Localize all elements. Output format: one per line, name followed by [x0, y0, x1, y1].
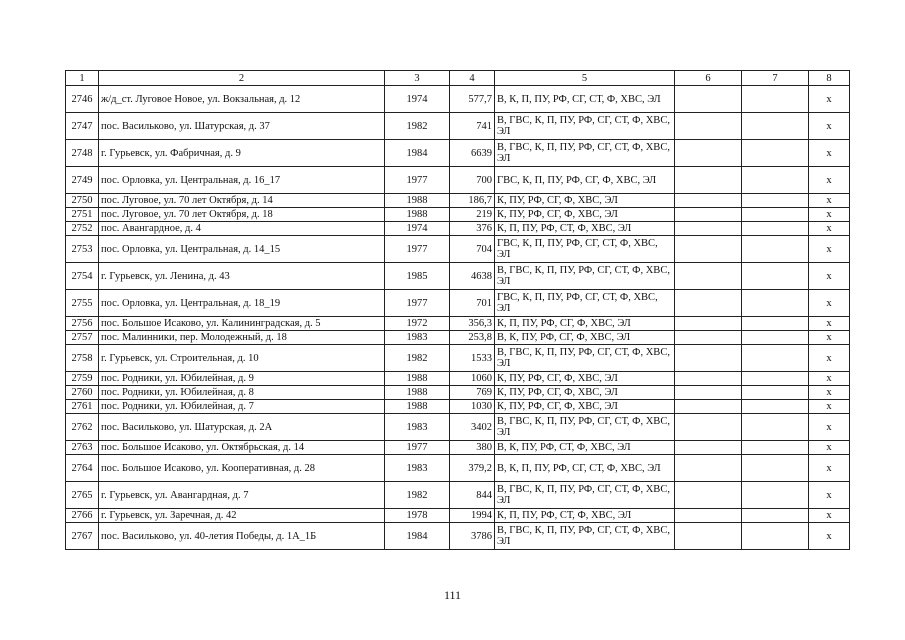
header-col-5: 5	[495, 71, 675, 86]
cell-mark: х	[809, 86, 850, 113]
cell-number: 2756	[66, 317, 99, 331]
cell-area: 1533	[450, 345, 495, 372]
cell-works: В, ГВС, К, П, ПУ, РФ, СГ, СТ, Ф, ХВС, ЭЛ	[495, 113, 675, 140]
cell-year: 1972	[385, 317, 450, 331]
table-row	[66, 482, 850, 509]
header-col-6: 6	[675, 71, 742, 86]
cell-number: 2761	[66, 400, 99, 414]
header-col-8: 8	[809, 71, 850, 86]
cell-address: г. Гурьевск, ул. Строительная, д. 10	[99, 345, 385, 372]
cell-works: ГВС, К, П, ПУ, РФ, СГ, СТ, Ф, ХВС, ЭЛ	[495, 236, 675, 263]
cell-col7	[742, 263, 809, 290]
cell-col7	[742, 400, 809, 414]
cell-mark: х	[809, 194, 850, 208]
cell-mark: х	[809, 523, 850, 550]
cell-number: 2750	[66, 194, 99, 208]
cell-area: 769	[450, 386, 495, 400]
cell-col6	[675, 482, 742, 509]
cell-works: ГВС, К, П, ПУ, РФ, СГ, СТ, Ф, ХВС, ЭЛ	[495, 290, 675, 317]
cell-col6	[675, 113, 742, 140]
table-row	[66, 167, 850, 194]
cell-col6	[675, 400, 742, 414]
cell-area: 380	[450, 441, 495, 455]
cell-mark: х	[809, 263, 850, 290]
table-row	[66, 113, 850, 140]
cell-works: К, П, ПУ, РФ, СТ, Ф, ХВС, ЭЛ	[495, 222, 675, 236]
cell-works: В, ГВС, К, П, ПУ, РФ, СГ, СТ, Ф, ХВС, ЭЛ	[495, 482, 675, 509]
cell-year: 1983	[385, 414, 450, 441]
table-row	[66, 208, 850, 222]
cell-year: 1984	[385, 523, 450, 550]
cell-mark: х	[809, 317, 850, 331]
cell-col7	[742, 331, 809, 345]
page-number: 111	[443, 588, 462, 602]
cell-col6	[675, 455, 742, 482]
cell-works: В, К, ПУ, РФ, СГ, Ф, ХВС, ЭЛ	[495, 331, 675, 345]
cell-year: 1984	[385, 140, 450, 167]
cell-col7	[742, 194, 809, 208]
cell-address: ж/д_ст. Луговое Новое, ул. Вокзальная, д. 12	[99, 86, 385, 113]
cell-col7	[742, 113, 809, 140]
cell-works: В, К, П, ПУ, РФ, СГ, СТ, Ф, ХВС, ЭЛ	[495, 86, 675, 113]
cell-number: 2763	[66, 441, 99, 455]
header-col-3: 3	[385, 71, 450, 86]
cell-area: 1060	[450, 372, 495, 386]
cell-number: 2749	[66, 167, 99, 194]
cell-col7	[742, 455, 809, 482]
cell-year: 1982	[385, 113, 450, 140]
cell-area: 356,3	[450, 317, 495, 331]
table-row	[66, 194, 850, 208]
cell-col7	[742, 222, 809, 236]
cell-mark: х	[809, 290, 850, 317]
table-row	[66, 86, 850, 113]
cell-year: 1988	[385, 400, 450, 414]
cell-works: К, ПУ, РФ, СГ, Ф, ХВС, ЭЛ	[495, 208, 675, 222]
cell-number: 2755	[66, 290, 99, 317]
cell-address: пос. Большое Исаково, ул. Калининградская, д. 5	[99, 317, 385, 331]
cell-col7	[742, 167, 809, 194]
cell-address: пос. Родники, ул. Юбилейная, д. 9	[99, 372, 385, 386]
cell-area: 6639	[450, 140, 495, 167]
cell-works: В, К, ПУ, РФ, СТ, Ф, ХВС, ЭЛ	[495, 441, 675, 455]
cell-mark: х	[809, 372, 850, 386]
cell-works: В, ГВС, К, П, ПУ, РФ, СГ, СТ, Ф, ХВС, ЭЛ	[495, 263, 675, 290]
cell-mark: х	[809, 236, 850, 263]
cell-number: 2748	[66, 140, 99, 167]
cell-area: 219	[450, 208, 495, 222]
table-row	[66, 317, 850, 331]
table-row	[66, 400, 850, 414]
table-row	[66, 509, 850, 523]
cell-area: 3402	[450, 414, 495, 441]
table-row	[66, 331, 850, 345]
cell-year: 1988	[385, 386, 450, 400]
header-col-4: 4	[450, 71, 495, 86]
cell-mark: х	[809, 509, 850, 523]
cell-address: пос. Авангардное, д. 4	[99, 222, 385, 236]
header-col-2: 2	[99, 71, 385, 86]
table-row	[66, 236, 850, 263]
cell-address: пос. Малинники, пер. Молодежный, д. 18	[99, 331, 385, 345]
cell-area: 701	[450, 290, 495, 317]
cell-col6	[675, 86, 742, 113]
cell-number: 2752	[66, 222, 99, 236]
cell-area: 844	[450, 482, 495, 509]
cell-col7	[742, 317, 809, 331]
cell-col6	[675, 290, 742, 317]
cell-col7	[742, 345, 809, 372]
cell-mark: х	[809, 455, 850, 482]
cell-col7	[742, 236, 809, 263]
cell-col6	[675, 523, 742, 550]
cell-year: 1977	[385, 441, 450, 455]
table-row	[66, 372, 850, 386]
cell-address: г. Гурьевск, ул. Ленина, д. 43	[99, 263, 385, 290]
cell-col6	[675, 372, 742, 386]
cell-col6	[675, 236, 742, 263]
cell-col7	[742, 482, 809, 509]
table-row	[66, 263, 850, 290]
cell-number: 2747	[66, 113, 99, 140]
cell-works: К, П, ПУ, РФ, СГ, Ф, ХВС, ЭЛ	[495, 317, 675, 331]
cell-address: пос. Родники, ул. Юбилейная, д. 7	[99, 400, 385, 414]
table-row	[66, 140, 850, 167]
cell-col7	[742, 140, 809, 167]
cell-mark: х	[809, 386, 850, 400]
cell-col6	[675, 317, 742, 331]
cell-area: 376	[450, 222, 495, 236]
cell-year: 1977	[385, 290, 450, 317]
cell-col6	[675, 441, 742, 455]
cell-address: пос. Васильково, ул. 40-летия Победы, д. 1А_1Б	[99, 523, 385, 550]
cell-number: 2766	[66, 509, 99, 523]
table-row	[66, 414, 850, 441]
cell-col7	[742, 290, 809, 317]
header-row	[66, 71, 850, 86]
cell-year: 1988	[385, 194, 450, 208]
cell-col7	[742, 509, 809, 523]
cell-works: В, К, П, ПУ, РФ, СГ, СТ, Ф, ХВС, ЭЛ	[495, 455, 675, 482]
registry-table	[65, 70, 850, 550]
cell-mark: х	[809, 331, 850, 345]
cell-works: В, ГВС, К, П, ПУ, РФ, СГ, СТ, Ф, ХВС, ЭЛ	[495, 140, 675, 167]
header-col-7: 7	[742, 71, 809, 86]
cell-address: пос. Васильково, ул. Шатурская, д. 2А	[99, 414, 385, 441]
cell-col6	[675, 140, 742, 167]
cell-year: 1982	[385, 345, 450, 372]
cell-address: пос. Большое Исаково, ул. Октябрьская, д. 14	[99, 441, 385, 455]
cell-works: К, ПУ, РФ, СГ, Ф, ХВС, ЭЛ	[495, 386, 675, 400]
cell-year: 1977	[385, 167, 450, 194]
cell-address: пос. Орловка, ул. Центральная, д. 18_19	[99, 290, 385, 317]
cell-area: 3786	[450, 523, 495, 550]
cell-address: пос. Луговое, ул. 70 лет Октября, д. 14	[99, 194, 385, 208]
cell-year: 1988	[385, 372, 450, 386]
cell-number: 2754	[66, 263, 99, 290]
cell-year: 1974	[385, 86, 450, 113]
cell-year: 1982	[385, 482, 450, 509]
cell-number: 2746	[66, 86, 99, 113]
cell-col7	[742, 414, 809, 441]
cell-mark: х	[809, 441, 850, 455]
cell-number: 2760	[66, 386, 99, 400]
cell-number: 2767	[66, 523, 99, 550]
cell-works: К, П, ПУ, РФ, СТ, Ф, ХВС, ЭЛ	[495, 509, 675, 523]
cell-area: 741	[450, 113, 495, 140]
cell-col6	[675, 509, 742, 523]
cell-col7	[742, 86, 809, 113]
cell-address: пос. Большое Исаково, ул. Кооперативная, д. 28	[99, 455, 385, 482]
cell-number: 2753	[66, 236, 99, 263]
cell-col7	[742, 441, 809, 455]
cell-area: 186,7	[450, 194, 495, 208]
cell-works: К, ПУ, РФ, СГ, Ф, ХВС, ЭЛ	[495, 400, 675, 414]
cell-works: ГВС, К, П, ПУ, РФ, СГ, Ф, ХВС, ЭЛ	[495, 167, 675, 194]
cell-address: г. Гурьевск, ул. Фабричная, д. 9	[99, 140, 385, 167]
cell-number: 2751	[66, 208, 99, 222]
cell-col6	[675, 263, 742, 290]
cell-year: 1983	[385, 331, 450, 345]
cell-number: 2765	[66, 482, 99, 509]
cell-address: пос. Орловка, ул. Центральная, д. 16_17	[99, 167, 385, 194]
cell-mark: х	[809, 482, 850, 509]
cell-mark: х	[809, 414, 850, 441]
cell-area: 577,7	[450, 86, 495, 113]
cell-mark: х	[809, 222, 850, 236]
cell-works: К, ПУ, РФ, СГ, Ф, ХВС, ЭЛ	[495, 372, 675, 386]
table-row	[66, 386, 850, 400]
cell-year: 1978	[385, 509, 450, 523]
cell-area: 379,2	[450, 455, 495, 482]
header-col-1: 1	[66, 71, 99, 86]
table-row	[66, 290, 850, 317]
cell-year: 1983	[385, 455, 450, 482]
table-row	[66, 222, 850, 236]
cell-year: 1977	[385, 236, 450, 263]
cell-col6	[675, 386, 742, 400]
cell-number: 2759	[66, 372, 99, 386]
cell-address: пос. Васильково, ул. Шатурская, д. 37	[99, 113, 385, 140]
cell-address: пос. Орловка, ул. Центральная, д. 14_15	[99, 236, 385, 263]
cell-area: 253,8	[450, 331, 495, 345]
cell-address: г. Гурьевск, ул. Авангардная, д. 7	[99, 482, 385, 509]
table-row	[66, 523, 850, 550]
cell-mark: х	[809, 400, 850, 414]
cell-col7	[742, 523, 809, 550]
cell-col6	[675, 414, 742, 441]
cell-col6	[675, 167, 742, 194]
cell-area: 1994	[450, 509, 495, 523]
cell-col7	[742, 372, 809, 386]
cell-mark: х	[809, 208, 850, 222]
cell-address: пос. Луговое, ул. 70 лет Октября, д. 18	[99, 208, 385, 222]
cell-works: В, ГВС, К, П, ПУ, РФ, СГ, СТ, Ф, ХВС, ЭЛ	[495, 414, 675, 441]
cell-col7	[742, 386, 809, 400]
table-row	[66, 455, 850, 482]
table-body	[66, 86, 850, 550]
cell-year: 1988	[385, 208, 450, 222]
cell-works: В, ГВС, К, П, ПУ, РФ, СГ, СТ, Ф, ХВС, ЭЛ	[495, 345, 675, 372]
cell-number: 2762	[66, 414, 99, 441]
table-row	[66, 345, 850, 372]
cell-mark: х	[809, 345, 850, 372]
cell-area: 4638	[450, 263, 495, 290]
cell-col6	[675, 331, 742, 345]
table-row	[66, 441, 850, 455]
cell-col6	[675, 208, 742, 222]
cell-works: В, ГВС, К, П, ПУ, РФ, СГ, СТ, Ф, ХВС, ЭЛ	[495, 523, 675, 550]
cell-number: 2758	[66, 345, 99, 372]
cell-year: 1974	[385, 222, 450, 236]
cell-mark: х	[809, 140, 850, 167]
cell-col6	[675, 222, 742, 236]
cell-col7	[742, 208, 809, 222]
cell-number: 2757	[66, 331, 99, 345]
cell-col6	[675, 345, 742, 372]
cell-area: 700	[450, 167, 495, 194]
cell-col6	[675, 194, 742, 208]
cell-mark: х	[809, 113, 850, 140]
cell-address: г. Гурьевск, ул. Заречная, д. 42	[99, 509, 385, 523]
cell-number: 2764	[66, 455, 99, 482]
cell-area: 1030	[450, 400, 495, 414]
cell-mark: х	[809, 167, 850, 194]
cell-year: 1985	[385, 263, 450, 290]
cell-address: пос. Родники, ул. Юбилейная, д. 8	[99, 386, 385, 400]
cell-area: 704	[450, 236, 495, 263]
cell-works: К, ПУ, РФ, СГ, Ф, ХВС, ЭЛ	[495, 194, 675, 208]
